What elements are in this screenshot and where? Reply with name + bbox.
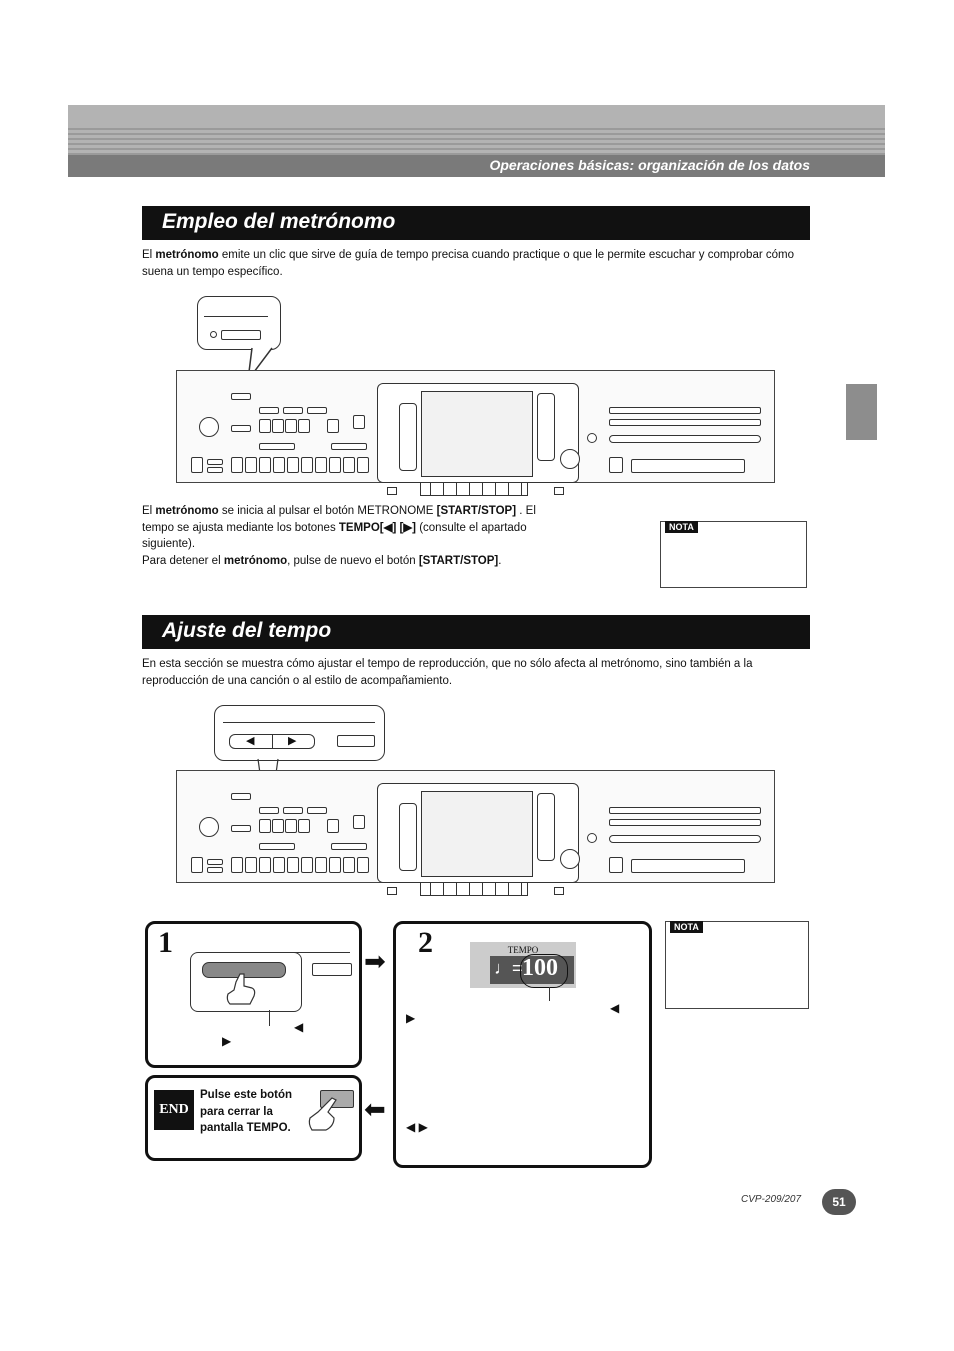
chapter-tab xyxy=(846,384,877,440)
header-stripes xyxy=(68,128,885,156)
panel-button[interactable] xyxy=(287,857,299,873)
model-name: CVP-209/207 xyxy=(741,1194,802,1205)
nota-label: NOTA xyxy=(670,921,703,933)
panel-button[interactable] xyxy=(273,857,285,873)
panel-button[interactable] xyxy=(329,457,341,473)
panel-button[interactable] xyxy=(191,857,203,873)
data-dial[interactable] xyxy=(560,849,580,869)
tempo-display-label: TEMPO xyxy=(507,945,539,955)
tempo-up-icon: ▶ xyxy=(222,1034,232,1048)
panel-button[interactable] xyxy=(357,457,369,473)
tempo-buttons[interactable] xyxy=(259,443,295,450)
panel-button[interactable] xyxy=(207,459,223,465)
panel-button[interactable] xyxy=(343,857,355,873)
divider xyxy=(223,722,375,723)
panel-button[interactable] xyxy=(301,457,313,473)
section1-intro: El metrónomo emite un clic que sirve de guía de tempo precisa cuando practique o que le permite escuchar y comprobar cómo suena un tempo específico. xyxy=(142,249,794,278)
hand-icon xyxy=(304,1096,340,1134)
panel-button[interactable] xyxy=(283,407,303,414)
section2-intro: En esta sección se muestra cómo ajustar el tempo de reproducción, que no sólo afecta al metrónomo, sino también a la reproducción de una canción o al estilo de acompañamiento. xyxy=(142,658,753,687)
panel-button[interactable] xyxy=(285,819,297,833)
panel-button[interactable] xyxy=(231,857,243,873)
tempo-up-icon[interactable]: ▶ xyxy=(288,735,297,747)
panel-button[interactable] xyxy=(327,419,339,433)
volume-knob[interactable] xyxy=(199,817,219,837)
step-1-box xyxy=(145,921,362,1068)
tempo-down-icon[interactable]: ◀ xyxy=(246,735,255,747)
end-logo: END xyxy=(154,1090,194,1130)
panel-button[interactable] xyxy=(315,457,327,473)
divider xyxy=(204,316,268,317)
section-title-bar xyxy=(142,615,810,649)
panel-button[interactable] xyxy=(315,857,327,873)
panel-button[interactable] xyxy=(207,467,223,473)
panel-button[interactable] xyxy=(259,457,271,473)
screen-buttons[interactable] xyxy=(420,882,528,896)
divider xyxy=(272,735,273,748)
panel-button[interactable] xyxy=(207,867,223,873)
panel-button[interactable] xyxy=(554,487,564,495)
panel-button[interactable] xyxy=(287,457,299,473)
panel-button[interactable] xyxy=(353,815,365,829)
panel-button[interactable] xyxy=(231,457,243,473)
screen-buttons[interactable] xyxy=(420,482,528,496)
section-title: Ajuste del tempo xyxy=(162,619,332,642)
panel-button[interactable] xyxy=(307,807,327,814)
tap-tempo-button[interactable] xyxy=(337,735,375,747)
panel-button[interactable] xyxy=(231,393,251,400)
tempo-arrows-icon: ◀ ▶ xyxy=(406,1120,428,1134)
panel-button[interactable] xyxy=(301,857,313,873)
tempo-buttons[interactable] xyxy=(259,843,295,850)
volume-knob[interactable] xyxy=(199,417,219,437)
metronome-paragraph: El metrónomo se inicia al pulsar el botón METRONOME [START/STOP] . El tempo se ajusta mediante los botones TEMPO[◀] [▶] (consulte el apartado siguiente). Para detener el metrónomo, pulse de nuevo el botón [START/STOP]. xyxy=(142,505,536,567)
arrow-right-icon: ➡ xyxy=(364,946,386,976)
panel-button[interactable] xyxy=(272,419,284,433)
nota-box xyxy=(665,921,809,1009)
keyboard-panel xyxy=(176,370,775,483)
metronome-inset xyxy=(197,296,281,350)
lcd-left-buttons[interactable] xyxy=(399,403,417,471)
panel-button[interactable] xyxy=(259,857,271,873)
tempo-value: 100 xyxy=(522,955,558,981)
panel-button[interactable] xyxy=(259,819,271,833)
panel-button[interactable] xyxy=(329,857,341,873)
pointer-line xyxy=(269,1010,270,1026)
panel-button[interactable] xyxy=(231,425,251,432)
panel-button[interactable] xyxy=(259,419,271,433)
transpose-buttons[interactable] xyxy=(331,443,367,450)
panel-button[interactable] xyxy=(259,407,279,414)
panel-knob[interactable] xyxy=(587,833,597,843)
section-title: Empleo del metrónomo xyxy=(162,210,396,233)
section-title-bar xyxy=(142,206,810,240)
lcd-screen xyxy=(421,791,533,877)
lcd-right-buttons[interactable] xyxy=(537,393,555,461)
end-instruction: Pulse este botón para cerrar la pantalla TEMPO. xyxy=(200,1089,293,1134)
lcd-right-buttons[interactable] xyxy=(537,793,555,861)
value-highlight xyxy=(520,954,568,988)
panel-button[interactable] xyxy=(283,807,303,814)
piano-button[interactable] xyxy=(609,857,623,873)
page-number: 51 xyxy=(822,1189,856,1215)
panel-button[interactable] xyxy=(387,887,397,895)
voice-buttons-row[interactable] xyxy=(609,819,761,826)
pointer-line xyxy=(549,987,550,1001)
panel-button[interactable] xyxy=(273,457,285,473)
registration-buttons[interactable] xyxy=(631,459,745,473)
header-title: Operaciones básicas: organización de los datos xyxy=(489,157,810,173)
panel-button[interactable] xyxy=(231,793,251,800)
note-icon: ♩= xyxy=(494,958,523,978)
metronome-lamp xyxy=(210,331,217,338)
part-buttons-row[interactable] xyxy=(609,835,761,843)
data-dial[interactable] xyxy=(560,449,580,469)
step-2-box xyxy=(393,921,652,1168)
panel-button[interactable] xyxy=(554,887,564,895)
arrow-left-icon: ⬅ xyxy=(364,1094,386,1124)
tempo-down-icon: ◀ xyxy=(610,1001,620,1015)
panel-button[interactable] xyxy=(285,419,297,433)
keyboard-panel xyxy=(176,770,775,883)
panel-button[interactable] xyxy=(259,807,279,814)
metronome-start-stop-button[interactable] xyxy=(221,330,261,340)
tap-tempo-button[interactable] xyxy=(312,963,352,976)
step-number: 1 xyxy=(158,926,173,959)
panel-button[interactable] xyxy=(298,419,310,433)
part-buttons-row[interactable] xyxy=(609,435,761,443)
panel-button[interactable] xyxy=(272,819,284,833)
tempo-display xyxy=(470,942,576,988)
end-step-box xyxy=(145,1075,362,1161)
panel-button[interactable] xyxy=(298,819,310,833)
voice-buttons-row[interactable] xyxy=(609,419,761,426)
panel-button[interactable] xyxy=(245,457,257,473)
tempo-inset xyxy=(214,705,385,761)
panel-button[interactable] xyxy=(207,859,223,865)
lcd-screen xyxy=(421,391,533,477)
panel-knob[interactable] xyxy=(587,433,597,443)
step-number: 2 xyxy=(418,926,433,959)
tempo-up-icon: ▶ xyxy=(406,1011,416,1025)
panel-button[interactable] xyxy=(327,819,339,833)
registration-buttons[interactable] xyxy=(631,859,745,873)
tempo-down-icon: ◀ xyxy=(294,1020,304,1034)
panel-button[interactable] xyxy=(307,407,327,414)
panel-button[interactable] xyxy=(231,825,251,832)
nota-box xyxy=(660,521,807,588)
panel-button[interactable] xyxy=(343,457,355,473)
tempo-buttons[interactable] xyxy=(229,734,315,749)
lcd-left-buttons[interactable] xyxy=(399,803,417,871)
nota-label: NOTA xyxy=(665,521,698,533)
voice-buttons-row[interactable] xyxy=(609,807,761,814)
panel-button[interactable] xyxy=(245,857,257,873)
hand-icon xyxy=(222,972,258,1006)
panel-button[interactable] xyxy=(357,857,369,873)
panel-button[interactable] xyxy=(191,457,203,473)
voice-buttons-row[interactable] xyxy=(609,407,761,414)
piano-button[interactable] xyxy=(609,457,623,473)
panel-button[interactable] xyxy=(353,415,365,429)
panel-button[interactable] xyxy=(387,487,397,495)
transpose-buttons[interactable] xyxy=(331,843,367,850)
